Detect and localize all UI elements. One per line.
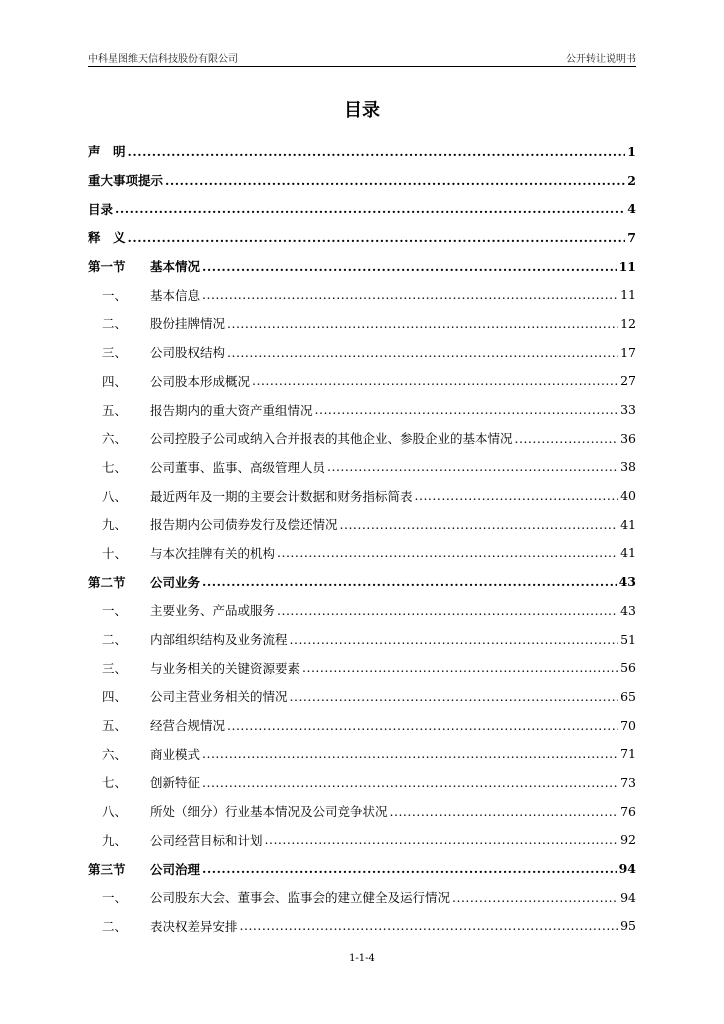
- toc-entry-page-number: 40: [620, 488, 636, 504]
- toc-entry-title: 商业模式: [150, 746, 201, 762]
- toc-entry-page-number: 11: [618, 258, 636, 274]
- toc-entry-title: 基本情况: [150, 259, 201, 275]
- toc-entry-title: 公司经营目标和计划: [150, 832, 263, 848]
- toc-entry-number: 四、: [102, 689, 128, 705]
- toc-entry-title: 经营合规情况: [150, 718, 226, 734]
- toc-entry[interactable]: [88, 424, 636, 453]
- toc-entry-title: 公司治理: [150, 861, 201, 877]
- toc-entry-page-number: 41: [620, 516, 636, 532]
- toc-entry-number: 第二节: [88, 574, 126, 590]
- toc-dot-leader: [340, 517, 619, 532]
- toc-entry[interactable]: [88, 596, 636, 625]
- toc-entry[interactable]: [88, 252, 636, 281]
- toc-entry-number: 二、: [102, 632, 128, 648]
- toc-entry-title: 公司主营业务相关的情况: [150, 689, 288, 705]
- toc-dot-leader: [415, 488, 619, 503]
- toc-dot-leader: [227, 345, 618, 360]
- toc-dot-leader: [128, 144, 626, 159]
- toc-entry-number: 第三节: [88, 861, 126, 877]
- toc-dot-leader: [315, 402, 619, 417]
- toc-entry-number: 八、: [102, 488, 128, 504]
- toc-entry[interactable]: [88, 309, 636, 338]
- toc-entry-page-number: 56: [620, 660, 636, 676]
- toc-entry-number: 第一节: [88, 259, 126, 275]
- header-document-type: 公开转让说明书: [566, 54, 636, 65]
- toc-entry-number: 三、: [102, 660, 128, 676]
- toc-entry-title: 所处（细分）行业基本情况及公司竞争状况: [150, 804, 388, 820]
- toc-entry[interactable]: [88, 682, 636, 711]
- toc-dot-leader: [265, 832, 619, 847]
- toc-entry[interactable]: [88, 510, 636, 539]
- toc-entry[interactable]: [88, 223, 636, 252]
- toc-dot-leader: [202, 259, 617, 274]
- toc-entry[interactable]: [88, 567, 636, 596]
- toc-entry-page-number: 2: [627, 172, 636, 188]
- toc-entry-page-number: 94: [620, 889, 636, 905]
- toc-entry-number: 二、: [102, 316, 128, 332]
- toc-dot-leader: [202, 861, 617, 876]
- toc-entry-title: 报告期内公司债券发行及偿还情况: [150, 517, 338, 533]
- toc-entry-title: 最近两年及一期的主要会计数据和财务指标简表: [150, 488, 413, 504]
- toc-entry-page-number: 92: [620, 832, 636, 848]
- toc-dot-leader: [290, 689, 619, 704]
- toc-entry-page-number: 76: [620, 803, 636, 819]
- toc-entry-number: 一、: [102, 287, 128, 303]
- toc-dot-leader: [277, 545, 618, 560]
- toc-entry-page-number: 94: [618, 861, 636, 877]
- toc-entry-number: 六、: [102, 431, 128, 447]
- toc-entry-title: 内部组织结构及业务流程: [150, 632, 288, 648]
- toc-entry-number: 七、: [102, 775, 128, 791]
- toc-entry-title: 公司股权结构: [150, 345, 226, 361]
- toc-entry[interactable]: [88, 338, 636, 367]
- toc-entry-title: 公司股东大会、董事会、监事会的建立健全及运行情况: [150, 890, 451, 906]
- toc-entry[interactable]: [88, 711, 636, 740]
- page-number: 1-1-4: [349, 953, 375, 964]
- toc-entry[interactable]: [88, 453, 636, 482]
- toc-entry-number: 七、: [102, 459, 128, 475]
- toc-entry-page-number: 17: [620, 344, 636, 360]
- toc-entry[interactable]: [88, 912, 636, 941]
- toc-dot-leader: [202, 775, 618, 790]
- toc-entry-page-number: 51: [620, 631, 636, 647]
- toc-entry-page-number: 70: [620, 717, 636, 733]
- toc-entry-page-number: 43: [620, 602, 636, 618]
- toc-dot-leader: [202, 574, 617, 589]
- toc-entry-title: 与业务相关的关键资源要素: [150, 660, 301, 676]
- toc-entry-number: 九、: [102, 832, 128, 848]
- toc-dot-leader: [227, 718, 618, 733]
- toc-entry-page-number: 12: [620, 315, 636, 331]
- toc-entry-number: 五、: [102, 718, 128, 734]
- toc-entry-page-number: 7: [627, 229, 636, 245]
- header-company-name: 中科星图维天信科技股份有限公司: [88, 54, 238, 65]
- toc-entry[interactable]: [88, 739, 636, 768]
- toc-entry-page-number: 27: [620, 373, 636, 389]
- toc-entry-title: 重大事项提示: [88, 173, 164, 189]
- toc-entry[interactable]: [88, 395, 636, 424]
- toc-entry-title: 股份挂牌情况: [150, 316, 226, 332]
- toc-dot-leader: [390, 804, 619, 819]
- toc-entry-number: 九、: [102, 517, 128, 533]
- toc-entry[interactable]: [88, 166, 636, 195]
- toc-entry-number: 六、: [102, 746, 128, 762]
- toc-entry[interactable]: [88, 883, 636, 912]
- toc-entry-title: 公司业务: [150, 574, 201, 590]
- toc-entry-title: 公司董事、监事、高级管理人员: [150, 459, 326, 475]
- toc-entry[interactable]: [88, 625, 636, 654]
- toc-entry-title: 主要业务、产品或服务: [150, 603, 276, 619]
- toc-entry-title: 与本次挂牌有关的机构: [150, 545, 276, 561]
- toc-entry-page-number: 41: [620, 545, 636, 561]
- toc-entry-page-number: 38: [620, 459, 636, 475]
- toc-dot-leader: [277, 603, 618, 618]
- toc-entry-page-number: 65: [620, 688, 636, 704]
- toc-entry-title: 公司股本形成概况: [150, 373, 251, 389]
- toc-entry-page-number: 95: [620, 918, 636, 934]
- toc-dot-leader: [227, 316, 618, 331]
- toc-dot-leader: [240, 918, 619, 933]
- toc-entry-title: 声 明: [88, 144, 126, 160]
- toc-entry[interactable]: [88, 797, 636, 826]
- toc-entry-number: 十、: [102, 545, 128, 561]
- page-title: 目录: [344, 100, 380, 121]
- toc-entry[interactable]: [88, 280, 636, 309]
- toc-entry-number: 一、: [102, 603, 128, 619]
- toc-dot-leader: [327, 459, 618, 474]
- toc-entry-title: 释 义: [88, 230, 126, 246]
- toc-entry-page-number: 33: [620, 402, 636, 418]
- toc-entry-title: 报告期内的重大资产重组情况: [150, 402, 313, 418]
- toc-entry[interactable]: [88, 768, 636, 797]
- toc-entry-number: 一、: [102, 890, 128, 906]
- toc-entry[interactable]: [88, 539, 636, 568]
- toc-entry-title: 基本信息: [150, 287, 201, 303]
- toc-entry-page-number: 36: [620, 430, 636, 446]
- page-header: [88, 50, 636, 66]
- toc-entry-title: 目录: [88, 201, 114, 217]
- toc-entry[interactable]: [88, 653, 636, 682]
- toc-entry[interactable]: [88, 826, 636, 855]
- toc-dot-leader: [202, 287, 618, 302]
- toc-dot-leader: [302, 660, 618, 675]
- toc-dot-leader: [515, 431, 619, 446]
- toc-dot-leader: [452, 890, 618, 905]
- toc-dot-leader: [290, 632, 619, 647]
- toc-entry[interactable]: [88, 854, 636, 883]
- toc-entry-page-number: 43: [618, 574, 636, 590]
- toc-entry-title: 表决权差异安排: [150, 918, 238, 934]
- toc-entry-page-number: 4: [627, 201, 636, 217]
- toc-entry-page-number: 11: [620, 287, 636, 303]
- toc-dot-leader: [202, 746, 618, 761]
- toc-entry-number: 三、: [102, 345, 128, 361]
- toc-entry-number: 八、: [102, 804, 128, 820]
- toc-entry[interactable]: [88, 367, 636, 396]
- toc-entry[interactable]: [88, 194, 636, 223]
- toc-entry[interactable]: [88, 137, 636, 166]
- toc-entry[interactable]: [88, 481, 636, 510]
- toc-entry-page-number: 71: [620, 746, 636, 762]
- toc-entry-number: 二、: [102, 918, 128, 934]
- toc-entry-page-number: 73: [620, 774, 636, 790]
- toc-entry-page-number: 1: [627, 143, 636, 159]
- header-divider: [88, 66, 636, 67]
- toc-dot-leader: [252, 373, 618, 388]
- toc-dot-leader: [115, 201, 625, 216]
- toc-entry-number: 五、: [102, 402, 128, 418]
- toc-dot-leader: [128, 230, 626, 245]
- table-of-contents: [88, 137, 636, 940]
- toc-dot-leader: [165, 173, 625, 188]
- toc-entry-title: 创新特征: [150, 775, 201, 791]
- toc-entry-number: 四、: [102, 373, 128, 389]
- toc-entry-title: 公司控股子公司或纳入合并报表的其他企业、参股企业的基本情况: [150, 431, 513, 447]
